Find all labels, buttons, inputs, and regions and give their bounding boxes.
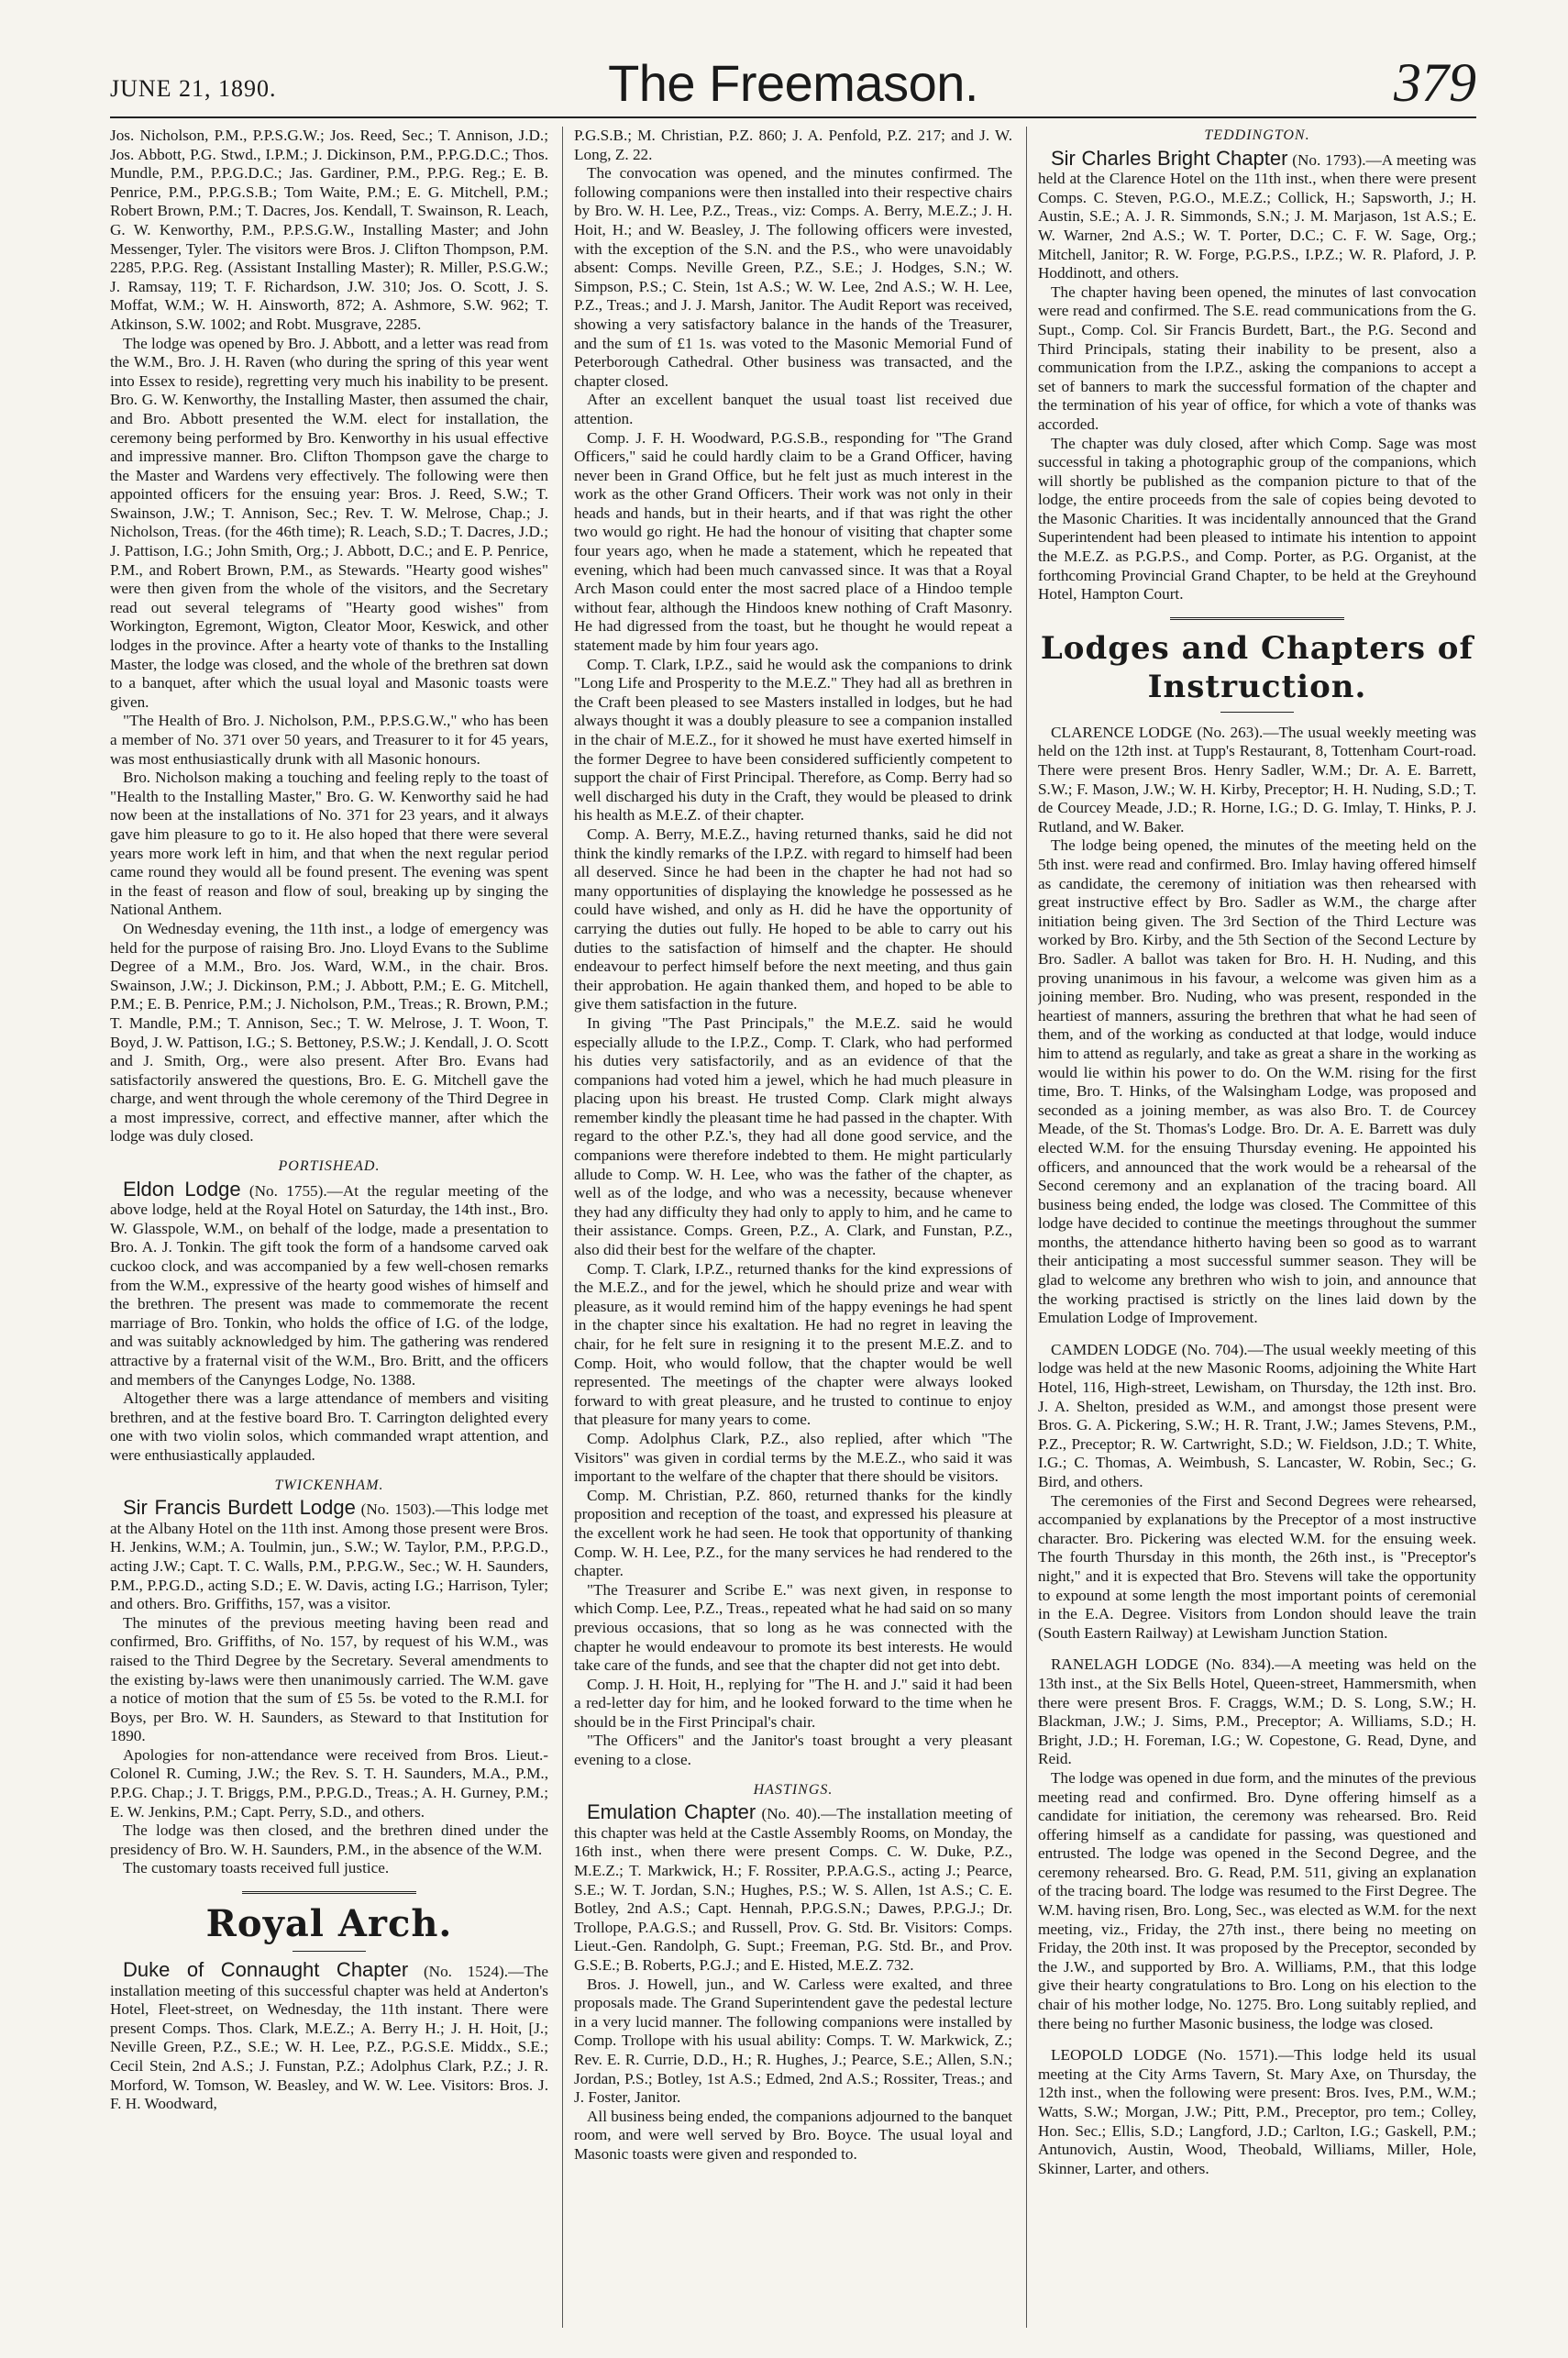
paragraph: The customary toasts received full justice. [123,1859,390,1877]
paragraph: Comp. J. H. Hoit, H., replying for "The H. and J." said it had been a red-letter day for him, and he looked forward to the time when he should be in the First Principal's chair. [574,1675,1012,1731]
paragraph: Comp. T. Clark, I.P.Z., returned thanks for the kind expressions of the M.E.Z., and for the jewel, which he should prize and wear with pleasure, as it would remind him of the happy evenings he had spent in the chapter since his exaltation. He had no regret in leaving the chair, for he felt sure in resigning it to the present M.E.Z. and to Comp. Hoit, who would follow, that the chapter would be well represented. The meetings of the chapter were always looked forward to with great pleasure, and he trusted to continue to enjoy that pleasure for many years to come. [574,1259,1012,1429]
lead-text: —The installation meeting of this successful chapter was held at Anderton's Hotel, Fleet-street, on Wednesday, the 11th instant. There were present Comps. Thos. Clark, M.E.Z.; A. Berry H.; J. H. Hoit, [J.; Neville Green, P.Z., S.E.; W. H. Lee, P.Z., P.G.S.E. Middx., S.E.; Cecil Stein, 2nd A.S.; J. Funstan, P.Z.; Adolphus Clark, P.Z.; J. R. Morford, W. Tomson, W. Beasley, and W. W. Lee. Visitors: Bros. J. F. H. Woodward, [110,1963,548,2113]
section-rule [242,1891,416,1894]
paragraph: The minutes of the previous meeting having been read and confirmed, Bro. Griffiths, of No. 157, by request of his W.M., was raised to the Third Degree by the Secretary. Several amendments to the existing by-laws were then unanimously carried. The W.M. gave a notice of motion that the sum of £5 5s. be voted to the R.M.I. for Boys, per Bro. W. H. Saunders, as Steward to that Institution for 1890. [110,1613,548,1745]
paragraph: The chapter was duly closed, after which Comp. Sage was most successful in taking a photographic group of the companions, which will shortly be published as the companion picture to that of the lodge, the entire proceeds from the sale of copies being devoted to the Masonic Charities. It was incidentally announced that the Grand Superintendent had been pleased to intimate his intention to appoint the M.E.Z. as P.G.P.S., and Comp. Porter, as P.G. Organist, at the forthcoming Provincial Grand Chapter, to be held at the Greyhound Hotel, Hampton Court. [1038,434,1476,603]
paragraph: On Wednesday evening, the 11th inst., a lodge of emergency was held for the purpose of raising Bro. Jno. Lloyd Evans to the Sublime Degree of a M.M., Bro. Jos. Ward, W.M., in the chair. Bros. Swainson, J.W.; J. Dickinson, P.M.; J. Abbott, P.M.; E. G. Mitchell, P.M.; E. B. Penrice, P.M.; J. Nicholson, P.M., Treas.; R. Brown, P.M.; T. Mandle, P.M.; T. Annison, Sec.; T. W. Melrose, J. T. Woon, T. Boyd, J. W. Pattison, I.G.; S. Bettoney, P.S.W.; J. Kendall, J. O. Scott and J. Smith, Org., were also present. After Bro. Evans had satisfactorily answered the questions, Bro. E. G. Mitchell gave the charge, and went through the whole ceremony of the Third Degree in a most impressive, correct, and effective manner, after which the lodge was duly closed. [110,919,548,1146]
chapter-number: (No. 1524). [423,1963,509,1981]
section-rule [1220,712,1294,713]
paragraph: The convocation was opened, and the minutes confirmed. The following companions were then installed into their respective chairs by Bro. W. H. Lee, P.Z., Treas., viz: Comps. A. Berry, M.E.Z.; J. H. Hoit, H.; and W. Beasley, J. The following officers were invested, with the exception of the S.N. and the P.S., who were unavoidably absent: Comps. Neville Green, P.Z., S.E.; J. Hodges, S.N.; W. Simpson, P.S.; C. Stein, 1st A.S.; W. W. Lee, 2nd A.S.; W. H. Lee, P.Z., Treas.; and J. J. Marsh, Janitor. The Audit Report was received, showing a very satisfactory balance in the hands of the Treasurer, and the sum of £1 1s. was voted to the Masonic Memorial Fund of Peterborough Cathedral. Other business was transacted, and the chapter closed. [574,164,1012,390]
lodge-number: (No. 1503). [360,1500,436,1519]
lead-text: —At the regular meeting of the above lodge, held at the Royal Hotel on Saturday, the 14th inst., Bro. W. Glasspole, W.M., on behalf of the lodge, made a presentation to Bro. A. J. Tonkin. The gift took the form of a handsome carved oak cuckoo clock, and was accompanied by a few well-chosen remarks from the W.M., expressive of the hearty good wishes of himself and the brethren. The present was made to commemorate the recent marriage of Bro. Tonkin, who holds the office of I.G. of the lodge, and was suitably acknowledged by him. The gathering was rendered attractive by a fraternal visit of the W.M., Bro. Britt, and the officers and members of the Canynges Lodge, No. 1388. [110,1181,548,1389]
paragraph: In giving "The Past Principals," the M.E.Z. said he would especially allude to the I.P.Z., Comp. T. Clark, who had performed his duties very satisfactorily, and as an evidence of that the companions had voted him a jewel, which he had much pleasure in placing upon his breast. He trusted Comp. Clark might always remember kindly the pleasant time he had passed in the chapter. With regard to the other P.Z.'s, they had all done good service, and the companions were therefore indebted to them. He might particularly allude to Comp. W. H. Lee, who was the father of the chapter, as well as of the lodge, and who was a necessity, because whenever they had any difficulty they had only to apply to him, and he came to their assistance. Comps. Green, P.Z., A. Clark, and Funstan, P.Z., also did their best for the welfare of the chapter. [574,1013,1012,1259]
column-divider [562,127,563,2328]
paragraph: Altogether there was a large attendance of members and visiting brethren, and at the festive board Bro. T. Carrington delighted every one with two violin solos, which commanded wrapt attention, and were enthusiastically applauded. [110,1389,548,1464]
lead-text: —This lodge met at the Albany Hotel on the 11th inst. Among those present were Bros. H. Jenkins, W.M.; A. Toulmin, jun., S.W.; W. Taylor, P.M., P.P.G.D., acting J.W.; Capt. T. C. Walls, P.M., P.P.G.W., Sec.; W. H. Saunders, P.M., P.P.G.D., acting S.D.; E. W. Davis, acting I.G.; Harrison, Tyler; and others. Bro. Griffiths, 157, was a visitor. [110,1500,548,1613]
paragraph: The lodge was then closed, and the brethren dined under the presidency of Bro. W. H. Saunders, P.M., in the absence of the W.M. [110,1821,548,1858]
article-lead [110,1958,548,2114]
paragraph: Bros. J. Howell, jun., and W. Carless were exalted, and three proposals made. The Grand Superintendent gave the pedestal lecture in a very lucid manner. The following companions were installed by Comp. Trollope with his usual ability: Comps. T. W. Markwick, Z.; Rev. E. R. Currie, D.D., H.; R. Hughes, J.; Pearce, S.E.; Allen, S.N.; Jordan, P.S.; Botley, 1st A.S.; Edmed, 2nd A.S.; Rossiter, Treas.; and J. Foster, Janitor. [574,1975,1012,2107]
paragraph: The lodge was opened in due form, and the minutes of the previous meeting read and confirmed. Bro. Dyne offering himself as a candidate for initiation, the ceremony was rehearsed. Bro. Reid offering himself as a candidate for passing, was questioned and entrusted. The lodge was opened in the Second Degree, and the ceremony rehearsed. Bro. G. Read, P.M. 511, giving an explanation of the tracing board. The lodge was resumed to the First Degree. The W.M. having risen, Bro. Long, Sec., was elected as W.M. for the next meeting, viz., Friday, the 27th inst., there being no meeting on Friday, the 20th inst. It was proposed by the Preceptor, seconded by the J.W., and supported by Bro. A. Williams, P.M., that this lodge give their hearty congratulations to Bro. Long on his election to the chair of his mother lodge, No. 1275. Bro. Long suitably replied, and there being no further Masonic business, the lodge was closed. [1038,1768,1476,2032]
chapter-heading: Sir Charles Bright Chapter [1051,146,1288,170]
article-lead [110,1177,548,1390]
paragraph: Comp. A. Berry, M.E.Z., having returned thanks, said he did not think the kindly remarks of the I.P.Z. with regard to himself had been all deserved. Since he had been in the chapter he had not had so many opportunities of displaying the knowledge he possessed as he could have wished, and only as H. did he have the opportunity of carrying the duties out fully. He hoped to be able to carry out his duties to the satisfaction of himself and the chapter. He should endeavour to perfect himself before the next meeting, and thus gain their approbation. He again thanked them, and hoped to be able to give them satisfaction in the future. [574,825,1012,1013]
issue-date: JUNE 21, 1890. [110,75,277,102]
paragraph: The chapter having been opened, the minutes of last convocation were read and confirmed. The S.E. read communications from the G. Supt., Comp. Col. Sir Francis Burdett, Bart., the P.G. Second and Third Principals, stating their inability to be present, also a communication from the I.P.Z., asking the companions to accept a set of banners to mark the successful formation of the chapter and the termination of his year of office, for which a vote of thanks was accorded. [1038,282,1476,433]
paragraph: LEOPOLD LODGE (No. 1571).—This lodge held its usual meeting at the City Arms Tavern, St. Mary Axe, on Thursday, the 12th inst., when the following were present: Bros. Ives, P.M., W.M.; Watts, S.W.; Morgan, J.W.; Pitt, P.M., Preceptor, pro tem.; Colley, Hon. Sec.; Ellis, S.D.; Langford, J.D.; Carlton, I.G.; Gaskell, P.M.; Antunovich, Austin, Wood, Theobald, Williams, Miller, Hole, Skinner, Larter, and others. [1038,2046,1476,2177]
masthead [110,46,1476,113]
article-lead [110,1496,548,1614]
chapter-number: (No. 1793). [1292,150,1366,169]
paragraph: Comp. J. F. H. Woodward, P.G.S.B., responding for "The Grand Officers," said he could hardly claim to be a Grand Officer, having never been in Grand Office, but he felt just as much interest in the work as the other Grand Officers. Their work was not only in their heads and hands, but in their hearts, and if that was right the other two would go right. He had the honour of visiting that chapter some four years ago, when he made a statement, which he repeated that evening, which had been much canvassed since. It was that a Royal Arch Mason could enter the most sacred place of a Hindoo temple without fear, although the Hindoos knew nothing of Craft Masonry. He had digressed from the toast, but he thought he would repeat a statement made by him four years ago. [574,428,1012,655]
paragraph: The ceremonies of the First and Second Degrees were rehearsed, accompanied by explanations by the Preceptor of a most instructive character. Bro. Pickering was elected W.M. for the ensuing week. The fourth Thursday in this month, the 26th inst., is "Preceptor's night," and it is expected that Bro. Stevens will take the opportunity to expound at some length the most important points of ceremonial in the E.A. Degree. Visitors from London should leave the train (South Eastern Railway) at Lewisham Junction Station. [1038,1491,1476,1642]
section-rule [293,1951,366,1952]
paragraph: P.G.S.B.; M. Christian, P.Z. 860; J. A. Penfold, P.Z. 217; and J. W. Long, Z. 22. [574,127,1012,163]
lead-text: —A meeting was held at the Clarence Hotel on the 11th inst., when there were present Comps. C. Steven, P.G.O., M.E.Z.; Collick, H.; Sapsworth, J.; H. Austin, S.E.; A. J. R. Simmonds, S.N.; J. M. Marjason, 1st A.S.; E. W. Warner, 2nd A.S.; W. T. Porter, D.C.; C. F. W. Sage, Org.; Mitchell, Janitor; R. W. Forge, P.G.P.S., I.P.Z.; W. R. Plaford, J. P. Hoddinott, and others. [1038,150,1476,282]
paragraph: "The Officers" and the Janitor's toast brought a very pleasant evening to a close. [574,1732,1012,1769]
paragraph: Comp. Adolphus Clark, P.Z., also replied, after which "The Visitors" was given in cordial terms by the M.E.Z., who said it was important to the welfare of the chapter that there should be visitors. [574,1429,1012,1486]
paragraph: The lodge being opened, the minutes of the meeting held on the 5th inst. were read and confirmed. Bro. Imlay having offered himself as candidate, the ceremony of initiation was then rehearsed with great instructive effect by Bro. Sadler as W.M., the charge after initiation being given. The 3rd Section of the Third Lecture was worked by Bro. Kirby, and the 5th Section of the Second Lecture by Bro. Sadler. A ballot was taken for Bro. H. H. Nuding, and this proving unanimous in his favour, a welcome was given him as a joining member. Bro. Nuding, who was present, responded in the heartiest of manners, assuring the brethren that what he had seen of them, and of the working as conducted at that lodge, would induce him to attend as regularly, and take as great a share in the working as would lie within his power to do. On the W.M. rising for the first time, Bro. T. Hinks, of the Walsingham Lodge, was proposed and seconded as a joining member, as was also Bro. T. de Courcey Meade, of the St. Thomas's Lodge. Bro. Dr. A. E. Barrett was duly elected W.M. for the ensuing Thursday evening. He appointed his officers, and announced that the work would be a rehearsal of the Second ceremony and an explanation of the tracing board. All business being ended, the lodge was closed. The Committee of this lodge have decided to continue the meetings throughout the summer months, the attendance hitherto having been so good as to warrant their anticipating a most successful summer season. They will be glad to welcome any brethren who wish to join, and announce that the working practised is strictly on the lines laid down by the Emulation Lodge of Improvement. [1038,836,1476,1327]
section-heading: Royal Arch. [205,1902,453,1946]
lodge-heading: Eldon Lodge [123,1177,241,1201]
paragraph: CAMDEN LODGE (No. 704).—The usual weekly meeting of this lodge was held at the new Masonic Rooms, adjoining the White Hart Hotel, 116, High-street, Lewisham, on Thursday, the 12th inst. Bro. J. A. Shelton, presided as W.M., and amongst those present were Bros. G. A. Pickering, S.W.; H. R. Trant, J.W.; James Stevens, P.M., P.Z., Preceptor; R. W. Cartwright, S.D.; W. Fieldson, J.D.; T. White, I.G.; C. Thomas, A. Weimbush, S. Lancaster, W. Robin, Sec.; G. Bird, and others. [1038,1340,1476,1490]
page-number: 379 [1394,52,1476,113]
paragraph: All business being ended, the companions adjourned to the banquet room, and were well served by Bro. Boyce. The usual loyal and Masonic toasts were given and responded to. [574,2107,1012,2163]
paragraph: "The Health of Bro. J. Nicholson, P.M., P.P.S.G.W.," who has been a member of No. 371 over 50 years, and Treasurer to it for 45 years, was most enthusiastically drunk with all Masonic honours. [110,712,548,768]
column-1 [110,127,548,2328]
chapter-heading: Duke of Connaught Chapter [123,1958,409,1982]
paragraph: Apologies for non-attendance were received from Bros. Lieut.-Colonel R. Cuming, J.W.; the Rev. S. T. H. Saunders, M.A., P.M., P.P.G. Chap.; J. T. Briggs, P.M., P.P.G.D., Treas.; A. H. Gurney, P.M.; E. W. Jenkins, P.M.; Capt. Perry, S.D., and others. [110,1745,548,1821]
paragraph: Jos. Nicholson, P.M., P.P.S.G.W.; Jos. Reed, Sec.; T. Annison, J.D.; Jos. Abbott, P.G. Stwd., I.P.M.; J. Dickinson, P.M., P.P.G.D.C.; Thos. Mundle, P.M., P.P.G.D.C.; Jas. Gardiner, P.M., P.P.G. Reg.; E. B. Penrice, P.M., P.P.G.S.B.; Tom Waite, P.M.; E. G. Mitchell, P.M.; Robert Brown, P.M.; T. Dacres, Jos. Kendall, T. Swainson, R. Leach, G. W. Kenworthy, P.M., P.P.S.G.W., Installing Master; and John Messenger, Tyler. The visitors were Bros. J. Clifton Thompson, P.M. 2285, P.P.G. Reg. (Assistant Installing Master); R. Miller, P.S.G.W.; J. Ramsay, 119; T. F. Richardson, J.W. 310; Jos. O. Scott, J. S. Moffat, W.M.; W. H. Ainsworth, 872; A. Ashmore, S.W. 962; T. Atkinson, S.W. 1002; and Robt. Musgrave, 2285. [110,127,548,333]
column-2 [574,127,1012,2328]
header-rule [110,116,1476,118]
paragraph: Bro. Nicholson making a touching and feeling reply to the toast of "Health to the Installing Master," Bro. G. W. Kenworthy said he had now been at the installations of No. 371 for 23 years, and it always gave him pleasure to go to it. He also hoped that there were several years more work left in him, and that when the next regular period came round they would all be found present. The evening was spent in the feast of reason and flow of soul, breaking up by singing the National Anthem. [110,769,548,919]
place-heading: HASTINGS. [753,1781,834,1798]
article-lead [1038,146,1476,283]
chapter-number: (No. 40). [761,1805,822,1823]
place-heading: PORTISHEAD. [278,1158,381,1175]
chapter-heading: Emulation Chapter [587,1800,756,1824]
column-3 [1038,127,1476,2328]
paragraph: After an excellent banquet the usual toast list received due attention. [574,391,1012,427]
newspaper-title: The Freemason. [608,54,978,112]
section-rule [1170,617,1344,620]
lodge-heading: Sir Francis Burdett Lodge [123,1496,356,1520]
paragraph: Comp. T. Clark, I.P.Z., said he would ask the companions to drink "Long Life and Prosperity to the M.E.Z." They had all as brethren in the Craft been pleased to see Masters installed in lodges, but he had always thought it was a doubly pleasure to see a companion installed in the chair of M.E.Z., for it showed he must have exerted himself in the former Degree to have been considered sufficiently competent to support the chair of First Principal. Therefore, as Comp. Berry had so well discharged his duty in the Craft, they would be pleased to drink his health as M.E.Z. of their chapter. [574,655,1012,825]
article-lead [574,1800,1012,1975]
column-divider [1026,127,1027,2328]
paragraph: "The Treasurer and Scribe E." was next given, in response to which Comp. Lee, P.Z., Treas., repeated what he had said on so many previous occasions, that so long as he was connected with the chapter he would endeavour to promote its best interests. He would take care of the funds, and see that the chapter did not get into debt. [574,1580,1012,1675]
lodge-number: (No. 1755). [248,1181,327,1200]
lead-text: —The installation meeting of this chapter was held at the Castle Assembly Rooms, on Monday, the 16th inst., when there were present Comps. C. W. Duke, P.Z., M.E.Z.; T. Markwick, H.; F. Rossiter, P.P.A.G.S., acting J.; Pearce, S.E.; W. T. Jordan, S.N.; Hughes, P.S.; W. S. Allen, 1st A.S.; C. E. Botley, 2nd A.S.; Capt. Hennah, P.P.G.S.N.; Dawes, P.P.G.J.; Dr. Trollope, P.A.G.S.; and Russell, Prov. G. Std. Br. Visitors: Comps. Lieut.-Gen. Randolph, G. Supt.; Freeman, P.G. Std. Br., and Prov. G.S.E.; B. Roberts, P.G.J.; and E. Histed, M.E.Z. 732. [574,1805,1012,1974]
place-heading: TWICKENHAM. [274,1477,384,1493]
paragraph: CLARENCE LODGE (No. 263).—The usual weekly meeting was held on the 12th inst. at Tupp's Restaurant, 8, Tottenham Court-road. There were present Bros. Henry Sadler, W.M.; Dr. A. E. Barrett, S.W.; F. Mason, J.W.; W. H. Kirby, Preceptor; H. H. Nuding, S.D.; T. de Courcey Meade, J.D.; R. Horne, I.G.; D. G. Imlay, T. Hinks, P. J. Rutland, and W. Baker. [1038,723,1476,836]
section-heading: Lodges and Chapters of Instruction. [1040,629,1474,705]
paragraph: Comp. M. Christian, P.Z. 860, returned thanks for the kindly proposition and reception of the toast, and expressed his pleasure at the excellent work he had seen. He took that opportunity of thanking Comp. W. H. Lee, P.Z., for the many services he had rendered to the chapter. [574,1486,1012,1580]
paragraph: The lodge was opened by Bro. J. Abbott, and a letter was read from the W.M., Bro. J. H. Raven (who during the spring of this year went into Essex to reside), regretting very much his inability to be present. Bro. G. W. Kenworthy, the Installing Master, then assumed the chair, and Bro. Abbott presented the W.M. elect for installation, the ceremony being performed by Bro. Kenworthy in his usual effective and impressive manner. Bro. Clifton Thompson gave the charge to the Master and Wardens very effectively. The following were then appointed officers for the ensuing year: Bros. J. Reed, S.W.; T. Swainson, J.W.; T. Annison, Sec.; Rev. T. W. Melrose, Chap.; J. Nicholson, Treas. (for the 46th time); R. Leach, S.D.; T. Dacres, J.D.; J. Pattison, I.G.; John Smith, Org.; J. Abbott, D.C.; and E. P. Penrice, P.M., and Robert Brown, P.M., as Stewards. "Hearty good wishes" were then given from the whole of the visitors, and the Secretary read out several telegrams of "Hearty good wishes" from Workington, Egremont, Wigton, Cleator Moor, Keswick, and other lodges in the province. After a hearty vote of thanks to the Installing Master, the lodge was closed, and the whole of the brethren sat down to a banquet, after which the usual loyal and Masonic toasts were given. [110,334,548,711]
paragraph: RANELAGH LODGE (No. 834).—A meeting was held on the 13th inst., at the Six Bells Hotel, Queen-street, Hammersmith, when there were present Bros. F. Craggs, W.M.; D. S. Long, S.W.; H. Blackman, J.W.; J. Sims, P.M., Preceptor; A. Williams, S.D.; H. Bright, J.D.; H. Foreman, I.G.; W. Copestone, G. Read, Dyne, and Reid. [1038,1655,1476,1768]
place-heading: TEDDINGTON. [1204,127,1310,143]
